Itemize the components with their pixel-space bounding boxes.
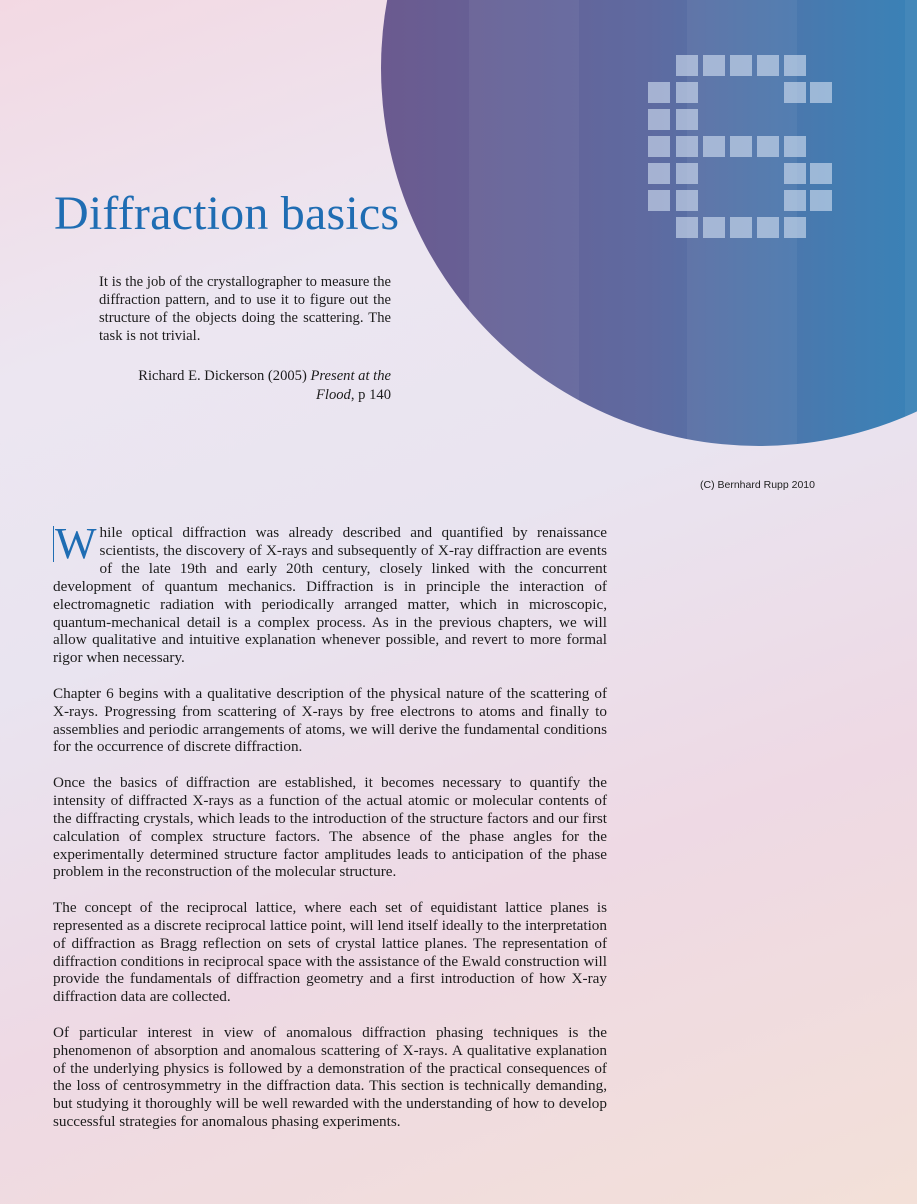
body-paragraph: Once the basics of diffraction are established, it becomes necessary to quantify the intensity of diffracted X-rays as a function of the actual atomic or molecular contents of the diffracting crystals, which leads to the introduction of the structure factors and our first calculation of complex structure factors. The absence of the phase angles for the experimentally determined structure factor amplitudes leads to anticipation of the phase problem in the reconstruction of the molecular structure. bbox=[53, 773, 607, 881]
body-paragraph: The concept of the reciprocal lattice, where each set of equidistant lattice planes is represented as a discrete reciprocal lattice point, will lend itself ideally to the interpretation of diffraction as Bragg reflection on sets of crystal lattice planes. The representation of diffraction conditions in reciprocal space with the assistance of the Ewald construction will provide the fundamentals of diffraction geometry and a first introduction of how X-ray diffraction data are collected. bbox=[53, 898, 607, 1006]
chapter-number: 6 bbox=[648, 55, 649, 56]
epigraph-page: , p 140 bbox=[350, 387, 391, 403]
body-paragraph: Of particular interest in view of anomalous diffraction phasing techniques is the phenomenon of absorption and anomalous scattering of X-rays. A qualitative explanation of the underlying physics is followed by a demonstration of the practical consequences of the loss of centrosymmetry in the diffraction data. This section is technically demanding, but studying it thoroughly will be well rewarded with the understanding of how to develop successful strategies for anomalous phasing experiments. bbox=[53, 1023, 607, 1131]
drop-cap: W bbox=[55, 519, 97, 568]
copyright-notice: (C) Bernhard Rupp 2010 bbox=[700, 479, 815, 491]
epigraph-work: Present at the Flood bbox=[310, 368, 391, 403]
epigraph-author: Richard E. Dickerson (2005) bbox=[138, 368, 307, 384]
body-paragraph bbox=[53, 519, 607, 667]
epigraph bbox=[99, 273, 391, 345]
chapter-number-graphic bbox=[648, 55, 832, 241]
epigraph-attribution bbox=[120, 367, 391, 405]
epigraph-quote: It is the job of the crystallographer to measure the diffraction pattern, and to use it to figure out the structure of the objects doing the scattering. The task is not trivial. bbox=[99, 274, 391, 344]
paragraph-text: hile optical diffraction was already described and quantified by renaissance scientists, the discovery of X-rays and subsequently of X-ray diffraction are events of the late 19th and early 20th century, closely linked with the concurrent development of quantum mechanics. Diffraction is in principle the interaction of electromagnetic radiation with periodically arranged matter, which in microscopic, quantum-mechanical detail is a complex process. As in the previous chapters, we will allow qualitative and intuitive explanation whenever possible, and revert to more formal rigor when necessary. bbox=[53, 524, 607, 667]
chapter-title: Diffraction basics bbox=[54, 187, 400, 240]
chapter-introduction bbox=[53, 519, 607, 1149]
body-paragraph: Chapter 6 begins with a qualitative description of the physical nature of the scattering of X-rays. Progressing from scattering of X-rays by free electrons to atoms and finally to assemblies and periodic arrangements of atoms, we will derive the fundamental conditions for the occurrence of discrete diffraction. bbox=[53, 684, 607, 756]
